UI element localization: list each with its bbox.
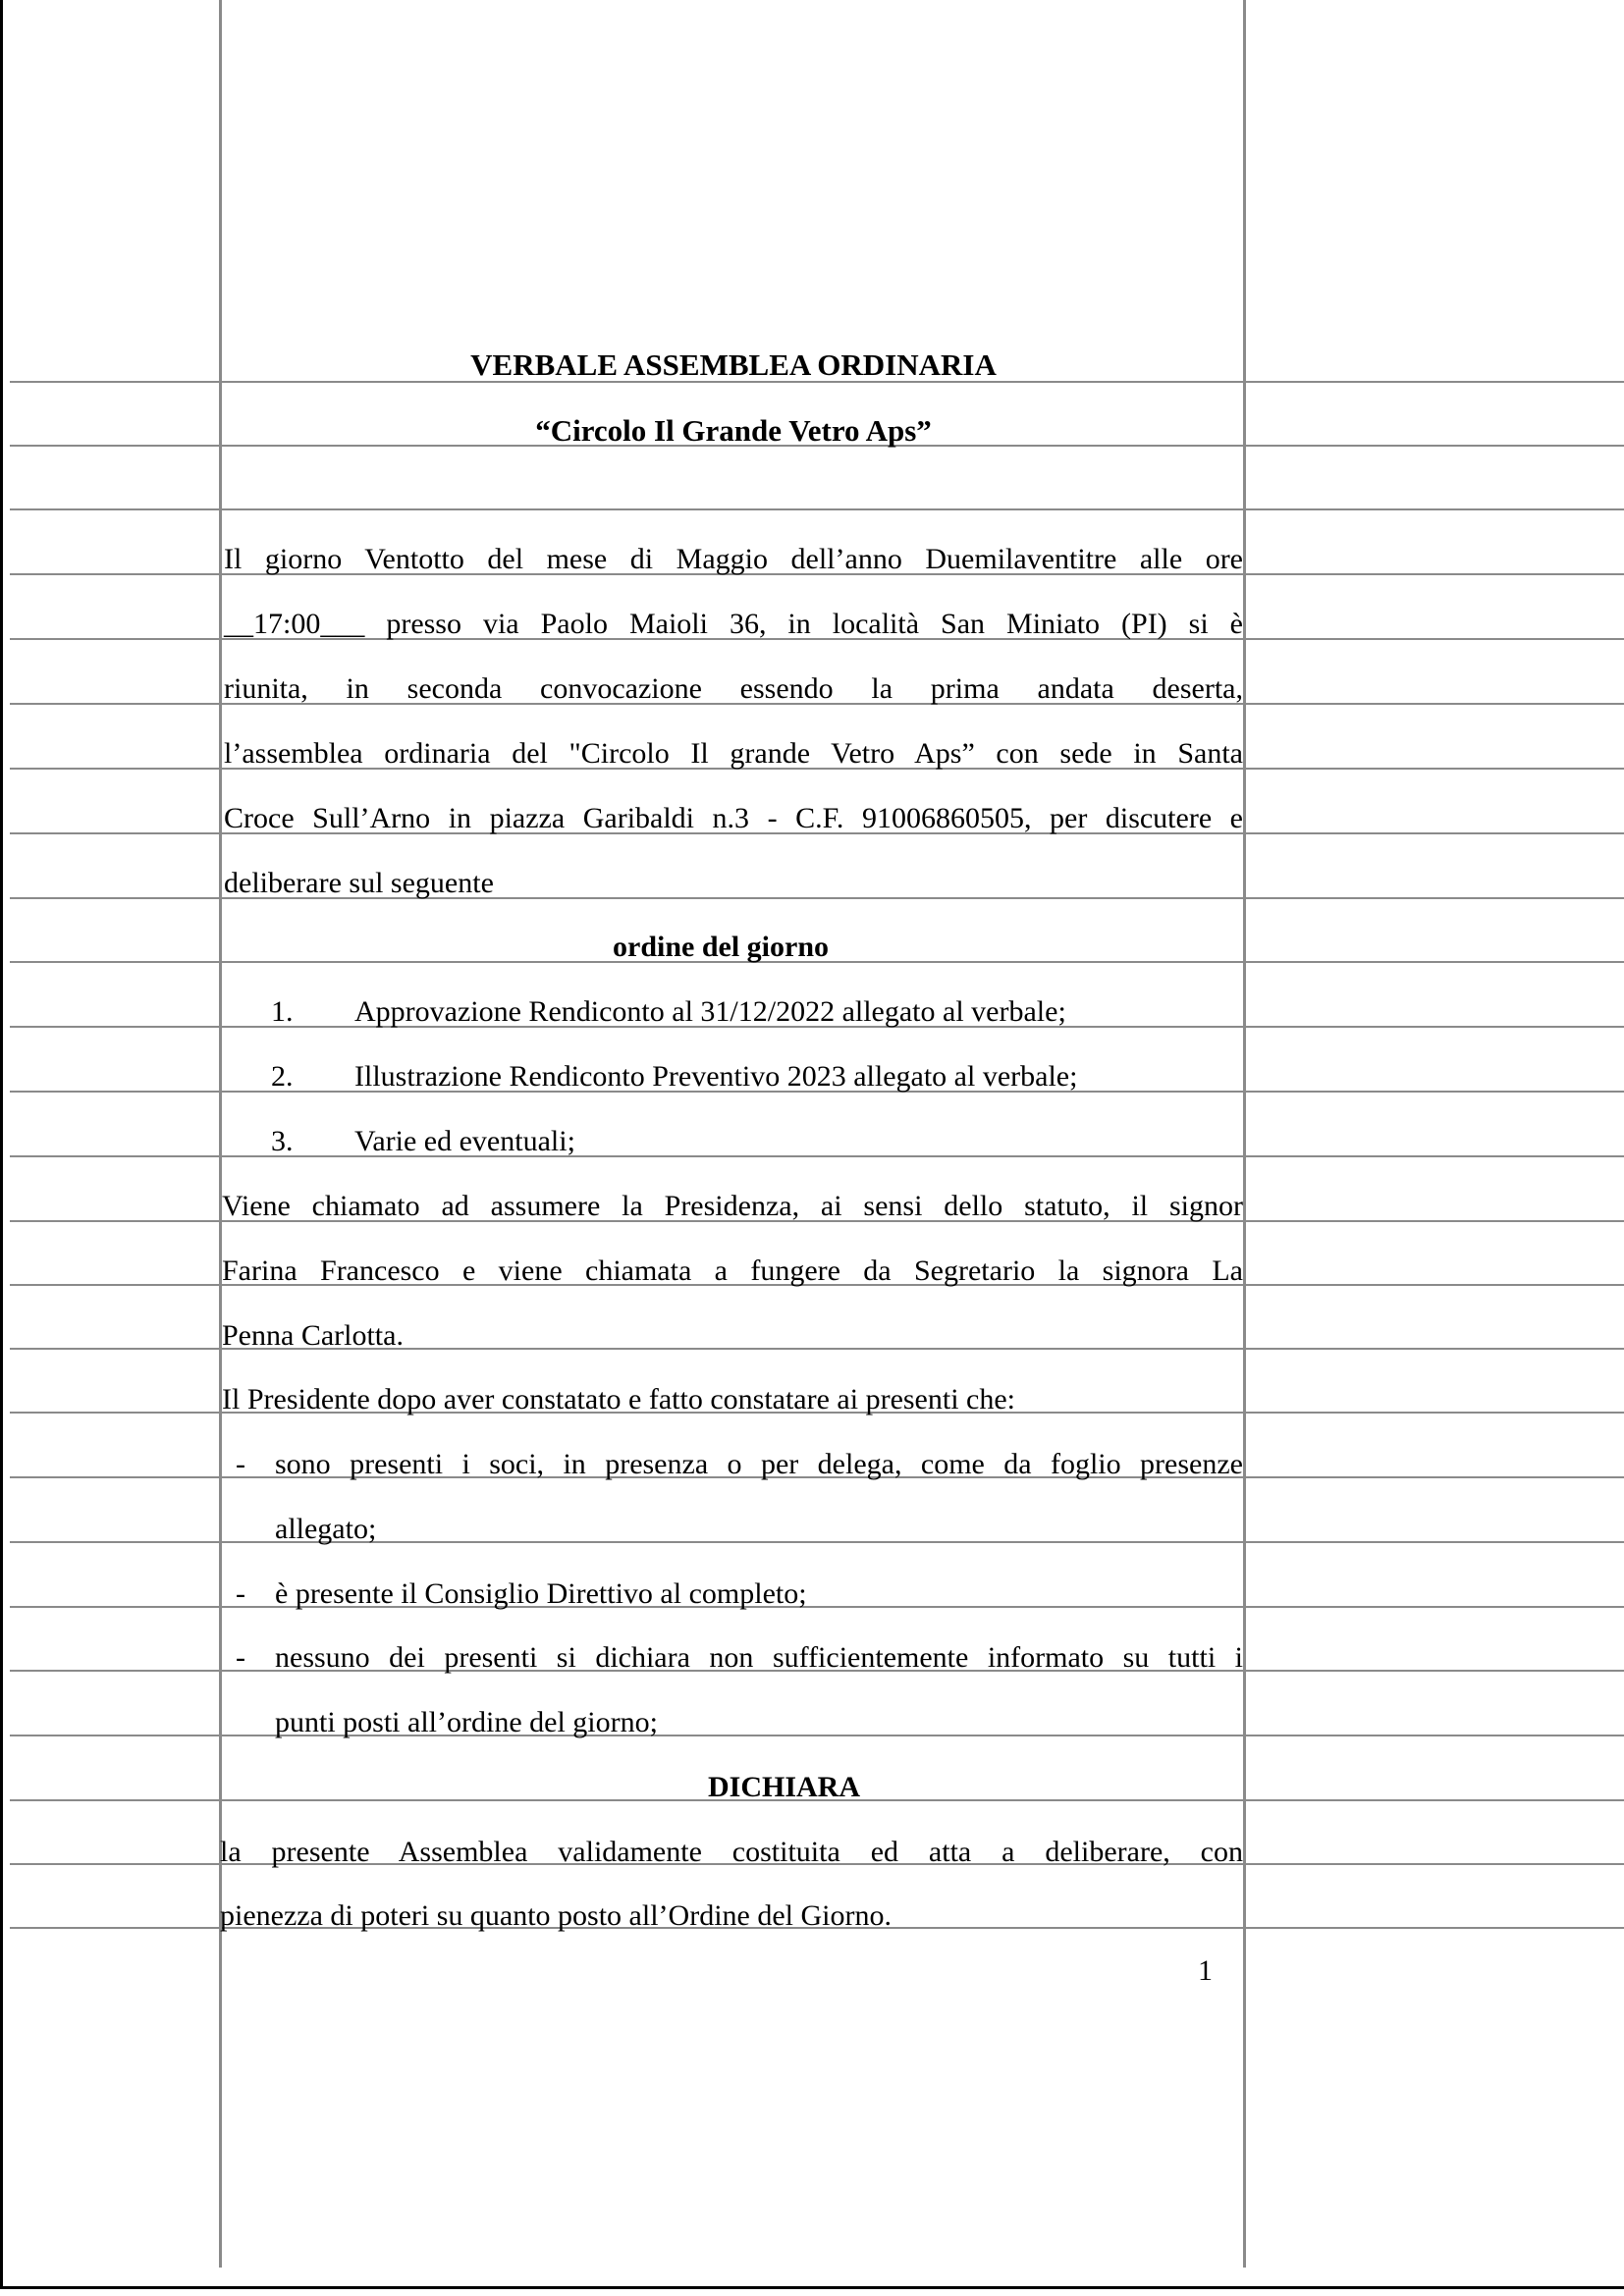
agenda-item-text: Varie ed eventuali; xyxy=(354,1125,575,1157)
intro-line: Croce Sull’Arno in piazza Garibaldi n.3 - C.F. 91006860505, per discutere e xyxy=(224,802,1243,834)
list-item-text: punti posti all’ordine del giorno; xyxy=(275,1706,658,1738)
document-subtitle: “Circolo Il Grande Vetro Aps” xyxy=(535,413,932,448)
list-item-text: allegato; xyxy=(275,1513,377,1545)
list-item-text: nessuno dei presenti si dichiara non sufficientemente informato su tutti i xyxy=(275,1641,1243,1674)
ruled-line xyxy=(10,508,1624,510)
dash-bullet: - xyxy=(236,1641,245,1674)
intro-line: riunita, in seconda convocazione essendo la prima andata deserta, xyxy=(224,672,1243,705)
page-border-bottom xyxy=(0,2286,1624,2289)
agenda-item-text: Approvazione Rendiconto al 31/12/2022 allegato al verbale; xyxy=(354,995,1066,1028)
ruled-line xyxy=(10,1606,1624,1608)
list-item-text: è presente il Consiglio Direttivo al completo; xyxy=(275,1577,807,1610)
dash-bullet: - xyxy=(236,1577,245,1610)
declare-heading: DICHIARA xyxy=(708,1771,861,1803)
page-border-left xyxy=(0,0,3,2289)
presidency-line: Viene chiamato ad assumere la Presidenza, ai sensi dello statuto, il signor xyxy=(222,1190,1243,1222)
intro-line: l’assemblea ordinaria del "Circolo Il grande Vetro Aps” con sede in Santa xyxy=(224,737,1243,770)
presidency-line: Farina Francesco e viene chiamata a fungere da Segretario la signora La xyxy=(222,1255,1243,1287)
intro-line: Il giorno Ventotto del mese di Maggio dell’anno Duemilaventitre alle ore xyxy=(224,543,1243,575)
agenda-item-text: Illustrazione Rendiconto Preventivo 2023 allegato al verbale; xyxy=(354,1060,1078,1093)
intro-line: __17:00___ presso via Paolo Maioli 36, in località San Miniato (PI) si è xyxy=(224,608,1243,640)
agenda-item-number: 3. xyxy=(271,1125,294,1157)
ruled-line xyxy=(10,1155,1624,1157)
document-title: VERBALE ASSEMBLEA ORDINARIA xyxy=(470,347,997,382)
agenda-item-number: 1. xyxy=(271,995,294,1028)
declaration-line: pienezza di poteri su quanto posto all’Ordine del Giorno. xyxy=(220,1899,892,1932)
presidency-line: Penna Carlotta. xyxy=(222,1319,404,1352)
declaration-line: la presente Assemblea validamente costituita ed atta a deliberare, con xyxy=(220,1836,1243,1868)
agenda-item-number: 2. xyxy=(271,1060,294,1093)
ruled-line xyxy=(10,1735,1624,1736)
dash-bullet: - xyxy=(236,1448,245,1480)
president-statement: Il Presidente dopo aver constatato e fatto constatare ai presenti che: xyxy=(222,1383,1016,1415)
page-number: 1 xyxy=(1198,1954,1213,1987)
agenda-heading: ordine del giorno xyxy=(613,931,830,963)
ruled-line xyxy=(10,1541,1624,1543)
list-item-text: sono presenti i soci, in presenza o per delega, come da foglio presenze xyxy=(275,1448,1243,1480)
intro-line: deliberare sul seguente xyxy=(224,867,494,899)
